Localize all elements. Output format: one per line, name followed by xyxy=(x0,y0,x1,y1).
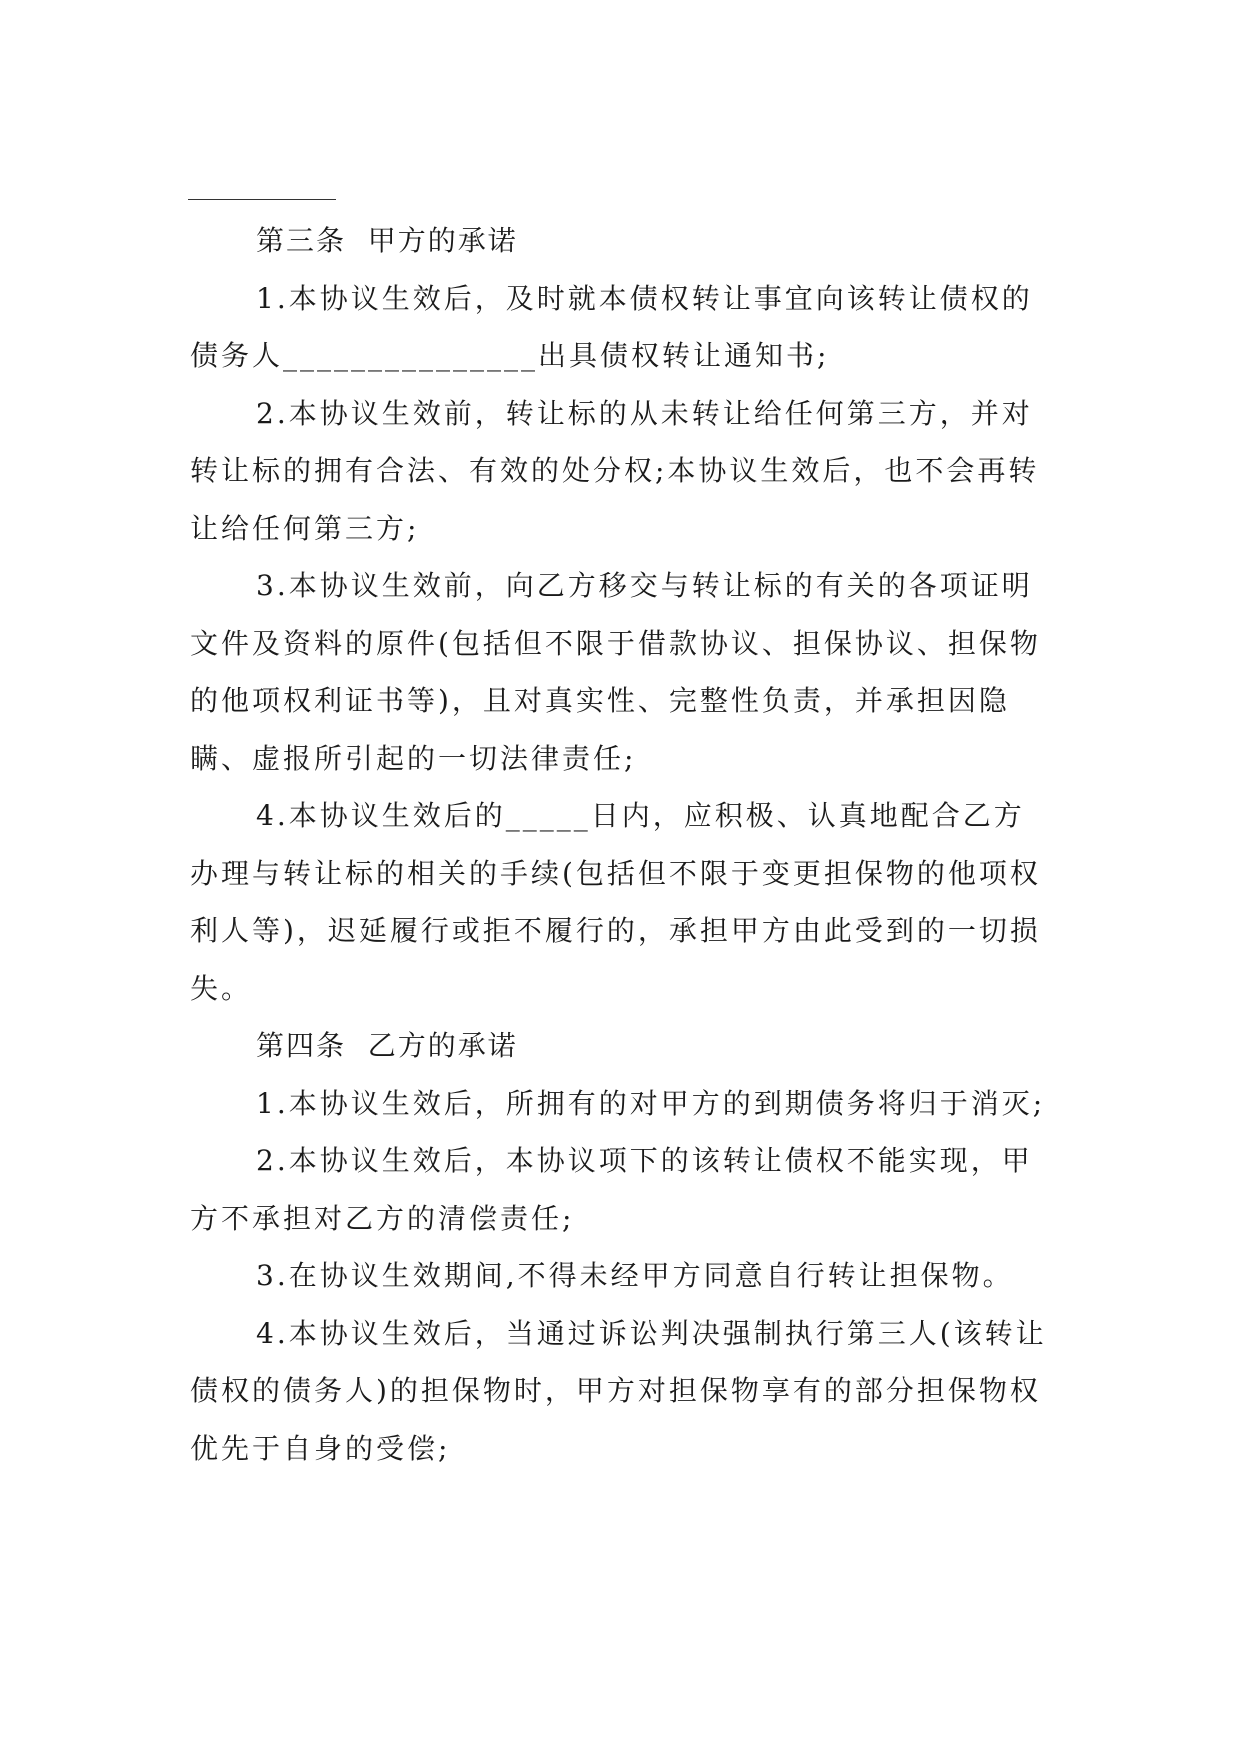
top-divider xyxy=(188,199,336,200)
section-title-article-3: 第三条 甲方的承诺 xyxy=(256,224,518,257)
clause-4-3: 3.在协议生效期间,不得未经甲方同意自行转让担保物。 xyxy=(256,1259,1014,1292)
clause-3-4: 4.本协议生效后的_____日内，应积极、认真地配合乙方办理与转让标的相关的手续(包括但不限于变更担保物的他项权利人等)，迟延履行或拒不履行的，承担甲方由此受到的一切损失。 xyxy=(190,799,1041,1005)
clause-4-4: 4.本协议生效后，当通过诉讼判决强制执行第三人(该转让债权的债务人)的担保物时，甲方对担保物享有的部分担保物权优先于自身的受偿; xyxy=(190,1316,1047,1465)
clause-3-3: 3.本协议生效前，向乙方移交与转让标的有关的各项证明文件及资料的原件(包括但不限于借款协议、担保协议、担保物的他项权利证书等)，且对真实性、完整性负责，并承担因隐瞒、虚报所引起的一切法律责任; xyxy=(190,569,1041,775)
clause-4-2: 2.本协议生效后，本协议项下的该转让债权不能实现，甲方不承担对乙方的清偿责任; xyxy=(190,1144,1033,1235)
clause-3-2: 2.本协议生效前，转让标的从未转让给任何第三方，并对转让标的拥有合法、有效的处分权;本协议生效后，也不会再转让给任何第三方; xyxy=(190,396,1040,545)
document-body xyxy=(190,212,1052,1477)
clause-4-1: 1.本协议生效后，所拥有的对甲方的到期债务将归于消灭; xyxy=(256,1086,1046,1120)
clause-3-1: 1.本协议生效后，及时就本债权转让事宜向该转让债权的债务人_______________出具债权转让通知书; xyxy=(190,281,1033,372)
section-title-article-4: 第四条 乙方的承诺 xyxy=(256,1029,518,1062)
